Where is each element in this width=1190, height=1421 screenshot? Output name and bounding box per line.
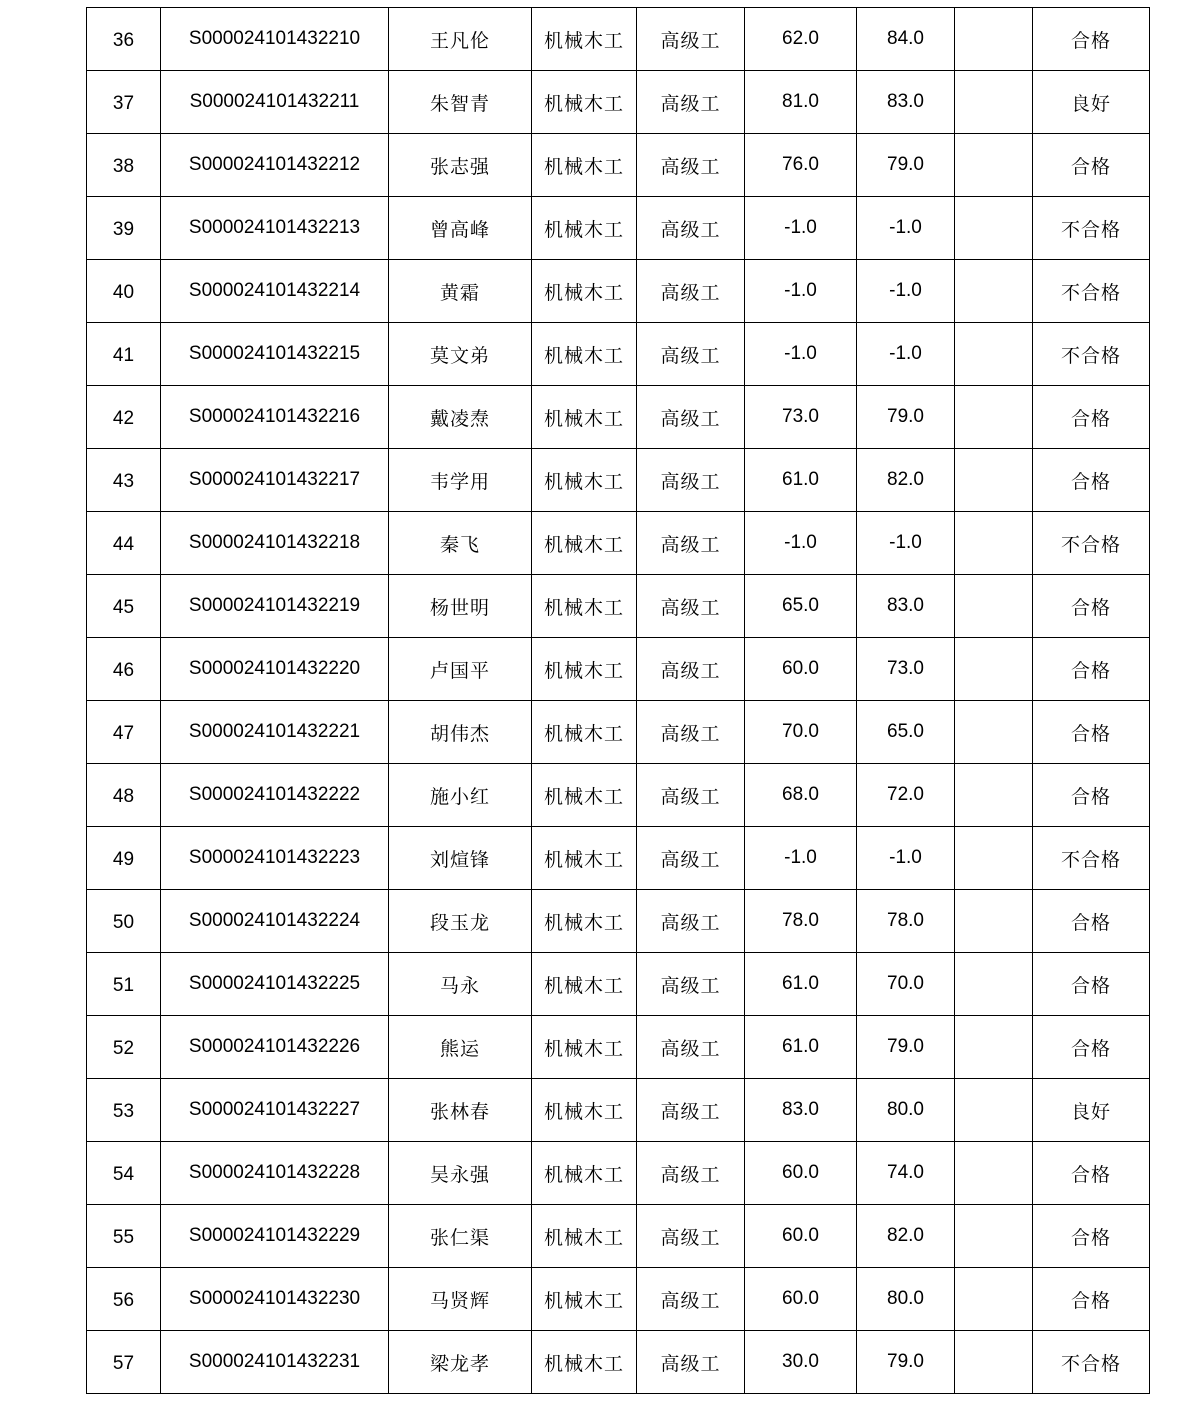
blank-cell (955, 323, 1033, 386)
trade-cell: 机械木工 (532, 134, 637, 197)
level-cell: 高级工 (637, 1205, 745, 1268)
candidate-name-cell: 戴凌焘 (389, 386, 532, 449)
trade-cell: 机械木工 (532, 197, 637, 260)
level-cell: 高级工 (637, 1268, 745, 1331)
candidate-name-cell: 秦飞 (389, 512, 532, 575)
score-2-cell: 80.0 (857, 1268, 955, 1331)
score-1-cell: -1.0 (745, 260, 857, 323)
blank-cell (955, 8, 1033, 71)
row-number-text: 57 (112, 1353, 135, 1374)
result-cell: 合格 (1033, 134, 1150, 197)
row-number-text: 56 (112, 1290, 135, 1311)
table-row (87, 953, 1150, 1016)
table-row (87, 1016, 1150, 1079)
row-number-cell (87, 764, 161, 827)
candidate-name-cell: 施小红 (389, 764, 532, 827)
candidate-name-cell: 吴永强 (389, 1142, 532, 1205)
trade-cell: 机械木工 (532, 764, 637, 827)
trade-cell: 机械木工 (532, 1205, 637, 1268)
blank-cell (955, 1205, 1033, 1268)
score-2-cell: -1.0 (857, 512, 955, 575)
blank-cell (955, 890, 1033, 953)
candidate-id-cell: S000024101432215 (161, 323, 389, 386)
result-cell: 良好 (1033, 1079, 1150, 1142)
table-row (87, 575, 1150, 638)
table-row (87, 8, 1150, 71)
candidate-name-cell: 卢国平 (389, 638, 532, 701)
score-2-cell: 74.0 (857, 1142, 955, 1205)
score-table (86, 7, 1150, 1394)
score-1-cell: 60.0 (745, 1268, 857, 1331)
candidate-id-cell: S000024101432211 (161, 71, 389, 134)
trade-cell: 机械木工 (532, 71, 637, 134)
row-number-cell (87, 1331, 161, 1394)
blank-cell (955, 1016, 1033, 1079)
table-row (87, 449, 1150, 512)
table-row (87, 827, 1150, 890)
result-cell: 合格 (1033, 1205, 1150, 1268)
result-cell: 合格 (1033, 1016, 1150, 1079)
candidate-id-cell: S000024101432230 (161, 1268, 389, 1331)
table-row (87, 701, 1150, 764)
candidate-name-cell: 莫文弟 (389, 323, 532, 386)
score-2-cell: 83.0 (857, 575, 955, 638)
blank-cell (955, 197, 1033, 260)
trade-cell: 机械木工 (532, 953, 637, 1016)
candidate-id-cell: S000024101432214 (161, 260, 389, 323)
result-cell: 不合格 (1033, 827, 1150, 890)
candidate-name-cell: 王凡伦 (389, 8, 532, 71)
row-number-text: 49 (112, 849, 135, 870)
row-number-cell (87, 575, 161, 638)
table-row (87, 1142, 1150, 1205)
row-number-cell (87, 323, 161, 386)
row-number-text: 44 (112, 534, 135, 555)
row-number-cell (87, 71, 161, 134)
blank-cell (955, 827, 1033, 890)
score-1-cell: 61.0 (745, 1016, 857, 1079)
candidate-name-cell: 张林春 (389, 1079, 532, 1142)
row-number-cell (87, 260, 161, 323)
candidate-name-cell: 梁龙孝 (389, 1331, 532, 1394)
level-cell: 高级工 (637, 8, 745, 71)
trade-cell: 机械木工 (532, 512, 637, 575)
level-cell: 高级工 (637, 1079, 745, 1142)
candidate-name-cell: 马永 (389, 953, 532, 1016)
row-number-cell (87, 386, 161, 449)
table-row (87, 1205, 1150, 1268)
blank-cell (955, 1268, 1033, 1331)
result-cell: 合格 (1033, 575, 1150, 638)
level-cell: 高级工 (637, 1142, 745, 1205)
result-cell: 不合格 (1033, 512, 1150, 575)
score-1-cell: -1.0 (745, 197, 857, 260)
candidate-id-cell: S000024101432218 (161, 512, 389, 575)
candidate-name-cell: 马贤辉 (389, 1268, 532, 1331)
candidate-name-cell: 曾高峰 (389, 197, 532, 260)
candidate-name-cell: 张仁渠 (389, 1205, 532, 1268)
blank-cell (955, 260, 1033, 323)
blank-cell (955, 1142, 1033, 1205)
level-cell: 高级工 (637, 575, 745, 638)
result-cell: 不合格 (1033, 1331, 1150, 1394)
score-2-cell: 72.0 (857, 764, 955, 827)
table-row (87, 134, 1150, 197)
row-number-text: 45 (112, 597, 135, 618)
result-cell: 不合格 (1033, 197, 1150, 260)
result-cell: 合格 (1033, 1268, 1150, 1331)
row-number-text: 43 (112, 471, 135, 492)
candidate-id-cell: S000024101432223 (161, 827, 389, 890)
level-cell: 高级工 (637, 953, 745, 1016)
trade-cell: 机械木工 (532, 386, 637, 449)
candidate-id-cell: S000024101432213 (161, 197, 389, 260)
table-row (87, 386, 1150, 449)
candidate-name-cell: 张志强 (389, 134, 532, 197)
row-number-text: 51 (112, 975, 135, 996)
row-number-text: 46 (112, 660, 135, 681)
row-number-cell (87, 890, 161, 953)
level-cell: 高级工 (637, 71, 745, 134)
candidate-id-cell: S000024101432222 (161, 764, 389, 827)
score-2-cell: 80.0 (857, 1079, 955, 1142)
candidate-id-cell: S000024101432227 (161, 1079, 389, 1142)
blank-cell (955, 953, 1033, 1016)
candidate-id-cell: S000024101432228 (161, 1142, 389, 1205)
row-number-text: 36 (112, 30, 135, 51)
level-cell: 高级工 (637, 323, 745, 386)
table-row (87, 638, 1150, 701)
level-cell: 高级工 (637, 512, 745, 575)
score-1-cell: 30.0 (745, 1331, 857, 1394)
candidate-name-cell: 韦学用 (389, 449, 532, 512)
score-1-cell: 70.0 (745, 701, 857, 764)
blank-cell (955, 764, 1033, 827)
blank-cell (955, 701, 1033, 764)
score-2-cell: 65.0 (857, 701, 955, 764)
row-number-cell (87, 953, 161, 1016)
row-number-cell (87, 512, 161, 575)
level-cell: 高级工 (637, 1331, 745, 1394)
score-1-cell: 61.0 (745, 449, 857, 512)
candidate-name-cell: 杨世明 (389, 575, 532, 638)
table-row (87, 764, 1150, 827)
result-cell: 合格 (1033, 953, 1150, 1016)
row-number-text: 37 (112, 93, 135, 114)
blank-cell (955, 512, 1033, 575)
score-1-cell: 62.0 (745, 8, 857, 71)
score-2-cell: 82.0 (857, 1205, 955, 1268)
result-cell: 合格 (1033, 8, 1150, 71)
table-row (87, 1079, 1150, 1142)
trade-cell: 机械木工 (532, 701, 637, 764)
level-cell: 高级工 (637, 260, 745, 323)
trade-cell: 机械木工 (532, 575, 637, 638)
table-row (87, 197, 1150, 260)
result-cell: 合格 (1033, 890, 1150, 953)
trade-cell: 机械木工 (532, 638, 637, 701)
blank-cell (955, 638, 1033, 701)
row-number-text: 39 (112, 219, 135, 240)
trade-cell: 机械木工 (532, 1016, 637, 1079)
result-cell: 合格 (1033, 764, 1150, 827)
result-cell: 合格 (1033, 449, 1150, 512)
level-cell: 高级工 (637, 890, 745, 953)
level-cell: 高级工 (637, 701, 745, 764)
row-number-cell (87, 1268, 161, 1331)
score-1-cell: -1.0 (745, 827, 857, 890)
score-2-cell: 79.0 (857, 1016, 955, 1079)
candidate-name-cell: 熊运 (389, 1016, 532, 1079)
table-row (87, 260, 1150, 323)
level-cell: 高级工 (637, 134, 745, 197)
candidate-id-cell: S000024101432224 (161, 890, 389, 953)
candidate-name-cell: 段玉龙 (389, 890, 532, 953)
table-body (87, 8, 1150, 1394)
score-2-cell: 83.0 (857, 71, 955, 134)
score-1-cell: 65.0 (745, 575, 857, 638)
score-1-cell: 76.0 (745, 134, 857, 197)
score-2-cell: -1.0 (857, 323, 955, 386)
row-number-text: 47 (112, 723, 135, 744)
table-row (87, 71, 1150, 134)
level-cell: 高级工 (637, 1016, 745, 1079)
row-number-cell (87, 1079, 161, 1142)
blank-cell (955, 1331, 1033, 1394)
score-1-cell: 61.0 (745, 953, 857, 1016)
score-1-cell: 83.0 (745, 1079, 857, 1142)
score-1-cell: 73.0 (745, 386, 857, 449)
row-number-cell (87, 197, 161, 260)
row-number-cell (87, 1016, 161, 1079)
score-1-cell: -1.0 (745, 323, 857, 386)
candidate-id-cell: S000024101432219 (161, 575, 389, 638)
row-number-cell (87, 8, 161, 71)
row-number-text: 40 (112, 282, 135, 303)
score-1-cell: -1.0 (745, 512, 857, 575)
score-2-cell: 73.0 (857, 638, 955, 701)
candidate-id-cell: S000024101432221 (161, 701, 389, 764)
row-number-text: 50 (112, 912, 135, 933)
row-number-text: 38 (112, 156, 135, 177)
candidate-id-cell: S000024101432217 (161, 449, 389, 512)
trade-cell: 机械木工 (532, 1268, 637, 1331)
score-2-cell: 78.0 (857, 890, 955, 953)
trade-cell: 机械木工 (532, 827, 637, 890)
row-number-cell (87, 701, 161, 764)
trade-cell: 机械木工 (532, 8, 637, 71)
level-cell: 高级工 (637, 638, 745, 701)
score-1-cell: 78.0 (745, 890, 857, 953)
score-2-cell: 70.0 (857, 953, 955, 1016)
score-1-cell: 60.0 (745, 1142, 857, 1205)
row-number-text: 55 (112, 1227, 135, 1248)
level-cell: 高级工 (637, 386, 745, 449)
candidate-id-cell: S000024101432226 (161, 1016, 389, 1079)
level-cell: 高级工 (637, 197, 745, 260)
result-cell: 合格 (1033, 638, 1150, 701)
table-row (87, 1331, 1150, 1394)
candidate-id-cell: S000024101432220 (161, 638, 389, 701)
candidate-name-cell: 朱智青 (389, 71, 532, 134)
score-1-cell: 68.0 (745, 764, 857, 827)
score-2-cell: 82.0 (857, 449, 955, 512)
trade-cell: 机械木工 (532, 323, 637, 386)
level-cell: 高级工 (637, 827, 745, 890)
candidate-id-cell: S000024101432231 (161, 1331, 389, 1394)
result-cell: 合格 (1033, 1142, 1150, 1205)
row-number-cell (87, 1205, 161, 1268)
score-2-cell: 79.0 (857, 386, 955, 449)
blank-cell (955, 1079, 1033, 1142)
candidate-id-cell: S000024101432229 (161, 1205, 389, 1268)
blank-cell (955, 71, 1033, 134)
score-2-cell: 79.0 (857, 1331, 955, 1394)
trade-cell: 机械木工 (532, 449, 637, 512)
candidate-id-cell: S000024101432216 (161, 386, 389, 449)
table-row (87, 512, 1150, 575)
row-number-cell (87, 134, 161, 197)
score-2-cell: -1.0 (857, 827, 955, 890)
blank-cell (955, 134, 1033, 197)
trade-cell: 机械木工 (532, 260, 637, 323)
trade-cell: 机械木工 (532, 1331, 637, 1394)
table-row (87, 890, 1150, 953)
trade-cell: 机械木工 (532, 890, 637, 953)
row-number-cell (87, 638, 161, 701)
row-number-cell (87, 827, 161, 890)
score-2-cell: 84.0 (857, 8, 955, 71)
score-1-cell: 81.0 (745, 71, 857, 134)
candidate-id-cell: S000024101432212 (161, 134, 389, 197)
blank-cell (955, 386, 1033, 449)
score-1-cell: 60.0 (745, 638, 857, 701)
row-number-text: 42 (112, 408, 135, 429)
row-number-cell (87, 449, 161, 512)
row-number-text: 52 (112, 1038, 135, 1059)
result-cell: 不合格 (1033, 260, 1150, 323)
row-number-text: 41 (112, 345, 135, 366)
result-cell: 合格 (1033, 701, 1150, 764)
candidate-name-cell: 刘煊锋 (389, 827, 532, 890)
row-number-text: 48 (112, 786, 135, 807)
score-1-cell: 60.0 (745, 1205, 857, 1268)
result-cell: 合格 (1033, 386, 1150, 449)
score-2-cell: 79.0 (857, 134, 955, 197)
trade-cell: 机械木工 (532, 1079, 637, 1142)
table-row (87, 323, 1150, 386)
row-number-text: 54 (112, 1164, 135, 1185)
candidate-id-cell: S000024101432210 (161, 8, 389, 71)
row-number-text: 53 (112, 1101, 135, 1122)
table-row (87, 1268, 1150, 1331)
score-2-cell: -1.0 (857, 197, 955, 260)
candidate-name-cell: 黄霜 (389, 260, 532, 323)
trade-cell: 机械木工 (532, 1142, 637, 1205)
level-cell: 高级工 (637, 764, 745, 827)
score-2-cell: -1.0 (857, 260, 955, 323)
level-cell: 高级工 (637, 449, 745, 512)
blank-cell (955, 449, 1033, 512)
candidate-id-cell: S000024101432225 (161, 953, 389, 1016)
candidate-name-cell: 胡伟杰 (389, 701, 532, 764)
result-cell: 良好 (1033, 71, 1150, 134)
result-cell: 不合格 (1033, 323, 1150, 386)
blank-cell (955, 575, 1033, 638)
row-number-cell (87, 1142, 161, 1205)
